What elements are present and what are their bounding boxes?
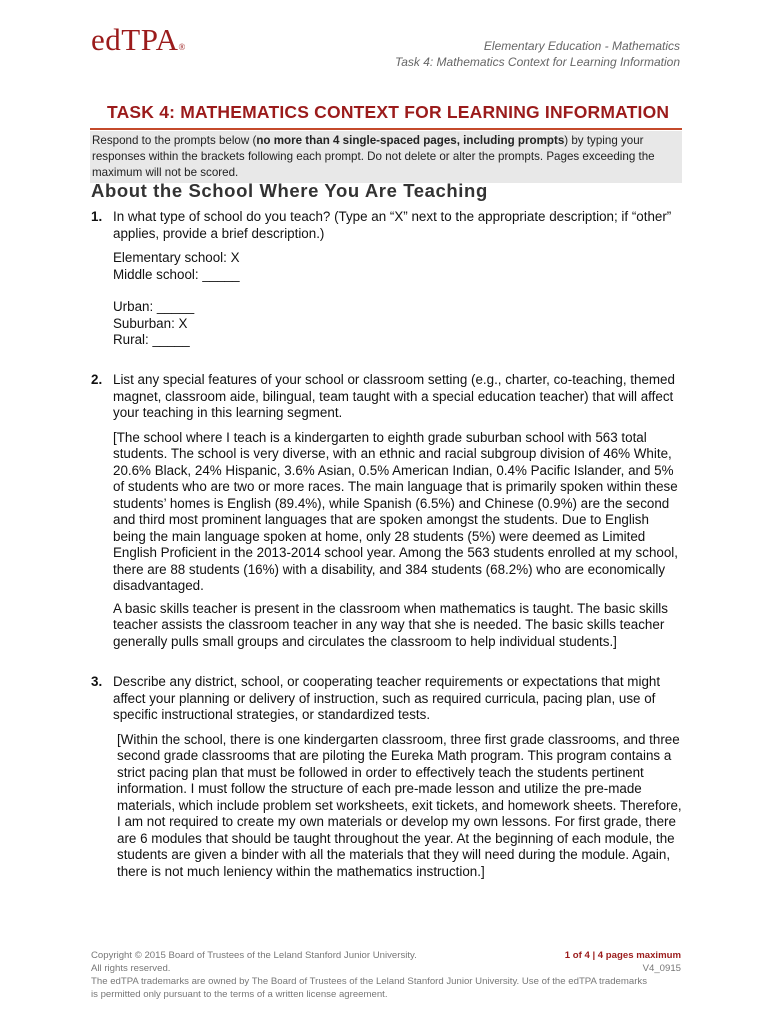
answer-paragraph: A basic skills teacher is present in the classroom when mathematics is taught. The basic skills teacher assists the classroom teacher in any way that she is needed. The basic skills teacher generally pulls small groups and circulates the classroom to help individual students.] (113, 600, 668, 649)
logo-text: edTPA (91, 22, 179, 57)
answer-suburban: Suburban: X (113, 315, 188, 331)
header-task: Task 4: Mathematics Context for Learning Information (394, 55, 680, 69)
footer-trademark: The edTPA trademarks are owned by The Board of Trustees of the Leland Stanford Junior University. Use of the edTPA trademarks is permitted only pursuant to the terms of a written license agreement. (91, 976, 648, 1000)
answer-urban: Urban: _____ (113, 299, 195, 314)
section-title: About the School Where You Are Teaching (91, 180, 488, 201)
version-label: V4_0915 (642, 963, 681, 974)
header-subject: Elementary Education - Mathematics (483, 39, 680, 53)
question-prompt: List any special features of your school or classroom setting (e.g., charter, co-teaching, themed magnet, classroom aide, bilingual, team taught with a special education teacher) that will affect your teaching in this learning segment. (113, 372, 675, 420)
question-number: 2. (91, 372, 103, 387)
instructions-emphasis: no more than 4 single-spaced pages, including prompts (256, 134, 565, 147)
instructions-box (90, 131, 682, 183)
question-1 (91, 209, 683, 349)
answer-paragraph: [Within the school, there is one kindergarten classroom, three first grade classrooms, and three second grade classrooms that are piloting the Eureka Math program. This program contains a strict pacing plan that must be followed in order to effectively teach the students pertinent information. I must follow the structure of each pre-made lesson and utilize the pre-made materials, which include problem set worksheets, exit tickets, and homework sheets. Therefore, I am not required to create my own materials or develop my own lessons. For first grade, there are 6 modules that should be taught throughout the year. At the beginning of each module, the students are given a binder with all the materials that they will need during the module. Again, there is not much leniency within the mathematics instruction.] (117, 731, 682, 879)
footer-page-info (565, 949, 681, 975)
task-title: TASK 4: MATHEMATICS CONTEXT FOR LEARNING INFORMATION (107, 102, 670, 122)
page-footer (91, 949, 681, 1001)
logo-registered-mark: ® (178, 42, 186, 52)
document-header (395, 38, 680, 70)
answer-school-level (113, 250, 683, 283)
footer-copyright: Copyright © 2015 Board of Trustees of the Leland Stanford Junior University. (91, 950, 417, 961)
title-divider (90, 128, 682, 130)
question-prompt: In what type of school do you teach? (Type an “X” next to the appropriate description; if “other” applies, provide a brief description.) (113, 209, 672, 241)
question-number: 3. (91, 674, 103, 689)
page-number: 1 of 4 | 4 pages maximum (564, 950, 681, 961)
answer-elementary: Elementary school: X (113, 250, 240, 265)
question-number: 1. (91, 209, 103, 224)
question-2 (91, 372, 683, 650)
instructions-text-end: ) by typing your responses within the brackets following each prompt. Do not delete or alter the prompts. Pages exceeding the maximum will not be scored. (92, 134, 655, 179)
footer-rights: All rights reserved. (91, 963, 171, 974)
answer-setting (113, 299, 683, 349)
answer-middle: Middle school: _____ (113, 266, 240, 282)
instructions-text-start: Respond to the prompts below ( (92, 134, 257, 147)
answer-rural: Rural: _____ (113, 332, 190, 347)
answer-paragraph: [The school where I teach is a kindergarten to eighth grade suburban school with 563 total students. The school is very diverse, with an ethnic and racial subgroup division of 46% White, 20.6% Black, 24% Hispanic, 3.6% Asian, 0.5% American Indian, 0.4% Pacific Islander, and 5% of students who are two or more races. The main language that is primarily spoken within these students’ homes is English (89.4%), while Spanish (6.5%) and Chinese (0.9%) are the second and third most prominent languages that are spoken amongst the students. Due to English being the main language spoken at home, only 28 students (5%) were deemed as Limited English Proficient in the 2013-2014 school year. Among the 563 students enrolled at my school, there are 88 students (16%) with a disability, and 384 students (68.2%) who are economically disadvantaged. (113, 429, 678, 593)
question-prompt: Describe any district, school, or cooperating teacher requirements or expectations that might affect your planning or delivery of instruction, such as required curricula, pacing plan, use of specific instructional strategies, or standardized tests. (113, 674, 661, 722)
question-3 (91, 674, 683, 880)
edtpa-logo (91, 22, 186, 58)
